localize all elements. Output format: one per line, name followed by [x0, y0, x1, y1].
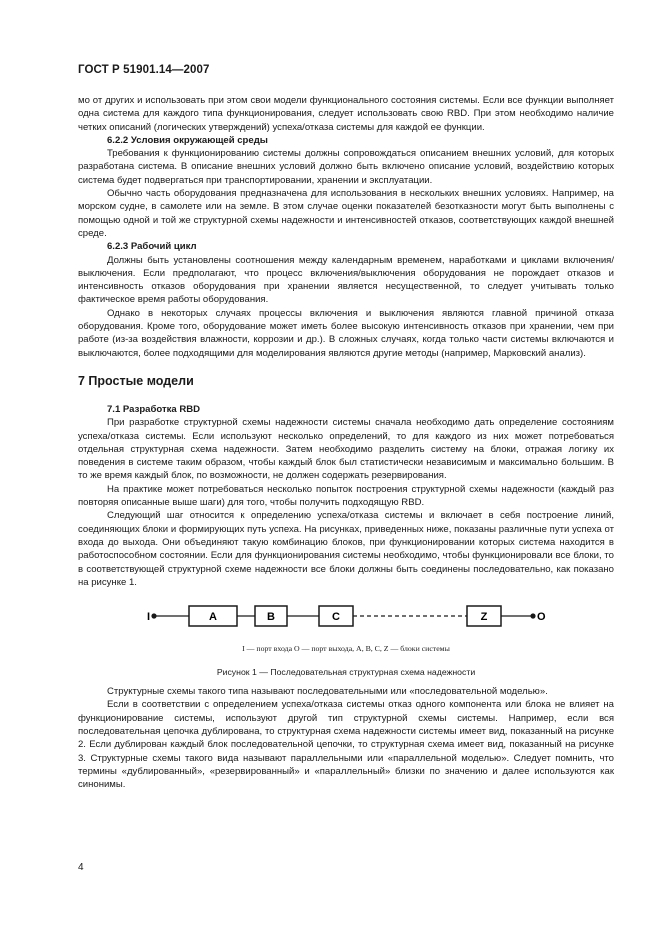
paragraph: Если в соответствии с определением успеха/отказа системы отказ одного компонента или блока не влияет на функционирование системы, используют другой тип структурной схемы системы. Например, если вся последовательная цепочка дублирована, то структурная схема надежности системы имеет вид, показанный на рисунке 2. Если дублирован каждый блок последовательной цепочки, то структурная схема имеет вид, показанный на рисунке 3. Структурные схемы такого вида называют параллельными или «параллельной моделью». Следует помнить, что термины «дублированный», «резервированный» и «параллельный» близки по значению и далее используются как синонимы.	[78, 699, 614, 791]
paragraph: Следующий шаг относится к определению успеха/отказа системы и включает в себя построение линий, соединяющих блоки и формирующих путь успеха. На рисунках, приведенных ниже, показаны различные пути успеха от входа до выхода. Они объединяют такую комбинацию блоков, при функционировании которых система находится в работоспособном состоянии. Если для функционирования системы необходимо, чтобы функционировали все блоки, то в соответствующей структурной схеме надежности все блоки должны быть соединены последовательно, как показано на рисунке 1.	[78, 510, 614, 588]
series-rbd-diagram	[78, 601, 614, 641]
section-title: 7 Простые модели	[78, 373, 194, 388]
block-z-label: Z	[480, 611, 488, 624]
subsection-heading: 6.2.2 Условия окружающей среды	[107, 134, 268, 146]
paragraph: На практике может потребоваться несколько попыток построения структурной схемы надежности (каждый раз повторяя описанные выше шаги) для того, чтобы получить подходящую RBD.	[78, 483, 614, 509]
paragraph: Требования к функционированию системы должны сопровождаться описанием внешних условий, для которых разработана система. В описание внешних условий должно быть включено описание условий, воздействию которых система будет подвергаться при транспортировании, хранении и эксплуатации.	[78, 148, 614, 186]
paragraph: Структурные схемы такого типа называют последовательными или «последовательной моделью».	[107, 686, 548, 698]
paragraph: Однако в некоторых случаях процессы включения и выключения являются главной причиной отказа оборудования. Кроме того, оборудование может иметь более высокую интенсивность отказов при хранении, чем при работе (из-за воздействия влажности, коррозии и др.). В сложных случаях, когда только части системы включаются и выключаются, более подходящими для моделирования являются другие методы (например, Марковский анализ).	[78, 307, 614, 359]
paragraph: мо от других и использовать при этом свои модели функционального состояния системы. Если все функции выполняет одна система для каждого типа функционирования, следует использовать свою RBD. При этом необходимо наличие четких описаний (логических утверждений) успеха/отказа системы для каждой ее функции.	[78, 95, 614, 133]
page-content	[78, 94, 614, 791]
figure-legend: I — порт входа O — порт выхода, А, В, С, Z — блоки системы	[242, 644, 450, 654]
block-c-label: C	[332, 611, 340, 624]
subsection-heading: 6.2.3 Рабочий цикл	[107, 241, 197, 253]
block-a-label: A	[209, 611, 217, 624]
paragraph: При разработке структурной схемы надежности системы сначала необходимо дать определение состояниям успеха/отказа системы. Если используют несколько определений, то для каждого из них может потребоваться отдельная структурная схема надежности. Затем необходимо разделить систему на блоки, отражая логику их поведения в системе таким образом, чтобы каждый блок был статистически независимым и максимально большим. В то же время каждый блок, по возможности, не должен содержать резервирования.	[78, 417, 614, 482]
block-b-label: B	[267, 611, 275, 624]
page-number: 4	[78, 862, 84, 873]
paragraph: Обычно часть оборудования предназначена для использования в нескольких внешних условиях. Например, на морском судне, в самолете или на земле. В этом случае оценки показателей безотказности могут быть выполнены с помощью одной и той же структурной схемы надежности и интенсивностей отказов, соответствующих каждой внешней среде.	[78, 188, 614, 239]
paragraph: Должны быть установлены соотношения между календарным временем, наработками и циклами включения/выключения. Если предполагают, что процесс включения/выключения оборудования не порождает отказов и интенсивность отказов оборудования при хранении является несущественной, то следует учитывать только фактическое время работы оборудования.	[78, 254, 614, 306]
output-port-dot	[530, 613, 535, 618]
input-port-label: I	[147, 611, 151, 624]
output-port-label: O	[537, 611, 546, 624]
document-header: ГОСТ Р 51901.14—2007	[78, 64, 210, 76]
figure-caption: Рисунок 1 — Последовательная структурная схема надежности	[216, 667, 476, 678]
figure-1	[78, 601, 614, 685]
subsection-heading: 7.1 Разработка RBD	[107, 403, 201, 415]
